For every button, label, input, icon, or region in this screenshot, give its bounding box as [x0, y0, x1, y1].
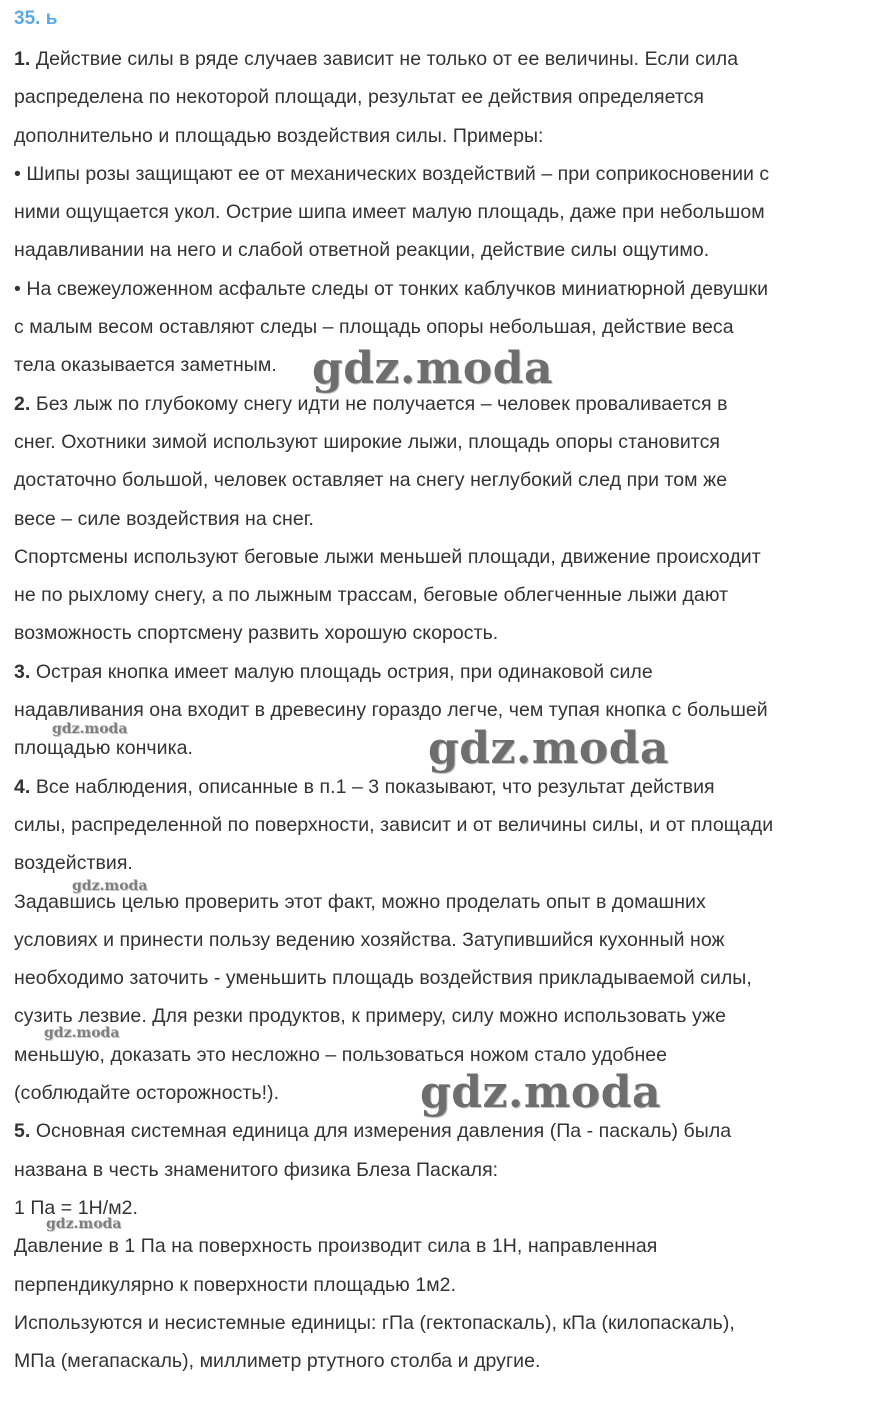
line-text: (соблюдайте осторожность!). — [14, 1082, 280, 1105]
text-line — [14, 461, 884, 499]
text-line — [14, 117, 884, 155]
text-line — [14, 997, 884, 1035]
line-text: МПа (мегапаскаль), миллиметр ртутного столба и другие. — [14, 1350, 541, 1373]
line-text: надавливании на него и слабой ответной реакции, действие силы ощутимо. — [14, 239, 710, 262]
line-text: не по рыхлому снегу, а по лыжным трассам, беговые облегченные лыжи дают — [14, 584, 729, 607]
exercise-title: 35. ь — [14, 8, 58, 29]
line-text: с малым весом оставляют следы – площадь опоры небольшая, действие веса — [14, 316, 734, 339]
text-line — [14, 270, 884, 308]
watermark: gdz.moda — [46, 1216, 122, 1232]
watermark: gdz.moda — [72, 878, 148, 894]
line-text: Острая кнопка имеет малую площадь острия, при одинаковой силе — [30, 660, 653, 683]
line-text: надавливания она входит в древесину гораздо легче, чем тупая кнопка с большей — [14, 699, 768, 722]
text-line — [14, 653, 884, 691]
item-number: 2. — [14, 392, 31, 415]
text-line — [14, 231, 884, 269]
watermark: gdz.moda — [52, 721, 128, 737]
line-text: весе – силе воздействия на снег. — [14, 507, 314, 530]
text-line — [14, 1266, 884, 1304]
text-line — [14, 1189, 884, 1227]
line-text: достаточно большой, человек оставляет на снегу неглубокий след при том же — [14, 469, 728, 492]
line-text: Действие силы в ряде случаев зависит не только от ее величины. Если сила — [30, 48, 739, 70]
text-line — [14, 614, 884, 652]
text-line — [14, 423, 884, 461]
item-number: 4. — [14, 775, 31, 798]
line-text: названа в честь знаменитого физика Блеза Паскаля: — [14, 1158, 499, 1181]
line-text: силы, распределенной по поверхности, зависит и от величины силы, и от площади — [14, 813, 774, 836]
text-line — [14, 40, 884, 78]
text-line — [14, 959, 884, 997]
line-text: Спортсмены используют беговые лыжи меньшей площади, движение происходит — [14, 545, 761, 568]
line-text: Давление в 1 Па на поверхность производит сила в 1Н, направленная — [14, 1235, 658, 1258]
text-line — [14, 1151, 884, 1189]
item-number: 5. — [14, 1120, 31, 1143]
text-line — [14, 1342, 884, 1380]
watermark: gdz.moda — [44, 1025, 120, 1041]
text-line — [14, 538, 884, 576]
line-text: Основная системная единица для измерения давления (Па - паскаль) была — [30, 1120, 732, 1143]
text-line — [14, 921, 884, 959]
text-line — [14, 1227, 884, 1265]
line-text: дополнительно и площадью воздействия силы. Примеры: — [14, 124, 544, 147]
answer-text — [14, 40, 884, 1380]
text-line — [14, 1304, 884, 1342]
text-line — [14, 193, 884, 231]
watermark: gdz.moda — [420, 1067, 662, 1118]
item-number: 3. — [14, 660, 31, 683]
text-line — [14, 500, 884, 538]
item-number: 1. — [14, 48, 31, 70]
line-text: 1 Па = 1Н/м2. — [14, 1196, 139, 1219]
text-line — [14, 806, 884, 844]
line-text: Без лыж по глубокому снегу идти не получается – человек проваливается в — [30, 392, 728, 415]
line-text: необходимо заточить - уменьшить площадь воздействия прикладываемой силы, — [14, 967, 752, 990]
line-text: Все наблюдения, описанные в п.1 – 3 показывают, что результат действия — [30, 775, 715, 798]
watermark: gdz.moda — [428, 723, 670, 774]
line-text: меньшую, доказать это несложно – пользоваться ножом стало удобнее — [14, 1043, 668, 1066]
text-line — [14, 576, 884, 614]
text-line — [14, 308, 884, 346]
line-text: ними ощущается укол. Острие шипа имеет малую площадь, даже при небольшом — [14, 201, 765, 224]
line-text: условиях и принести пользу ведению хозяйства. Затупившийся кухонный нож — [14, 928, 725, 951]
line-text: распределена по некоторой площади, результат ее действия определяется — [14, 86, 705, 109]
line-text: сузить лезвие. Для резки продуктов, к примеру, силу можно использовать уже — [14, 1005, 726, 1028]
line-text: Задавшись целью проверить этот факт, можно проделать опыт в домашних — [14, 890, 706, 913]
line-text: возможность спортсмену развить хорошую скорость. — [14, 622, 499, 645]
line-text: перпендикулярно к поверхности площадью 1м2. — [14, 1273, 457, 1296]
line-text: площадью кончика. — [14, 737, 193, 760]
text-line — [14, 155, 884, 193]
line-text: воздействия. — [14, 852, 133, 875]
text-line — [14, 844, 884, 882]
line-text: снег. Охотники зимой используют широкие лыжи, площадь опоры становится — [14, 430, 720, 453]
text-line — [14, 1112, 884, 1150]
watermark: gdz.moda — [312, 343, 554, 394]
line-text: • Шипы розы защищают ее от механических воздействий – при соприкосновении с — [14, 162, 770, 185]
line-text: тела оказывается заметным. — [14, 354, 277, 377]
line-text: Используются и несистемные единицы: гПа (гектопаскаль), кПа (килопаскаль), — [14, 1311, 735, 1334]
text-line — [14, 78, 884, 116]
line-text: • На свежеуложенном асфальте следы от тонких каблучков миниатюрной девушки — [14, 277, 769, 300]
